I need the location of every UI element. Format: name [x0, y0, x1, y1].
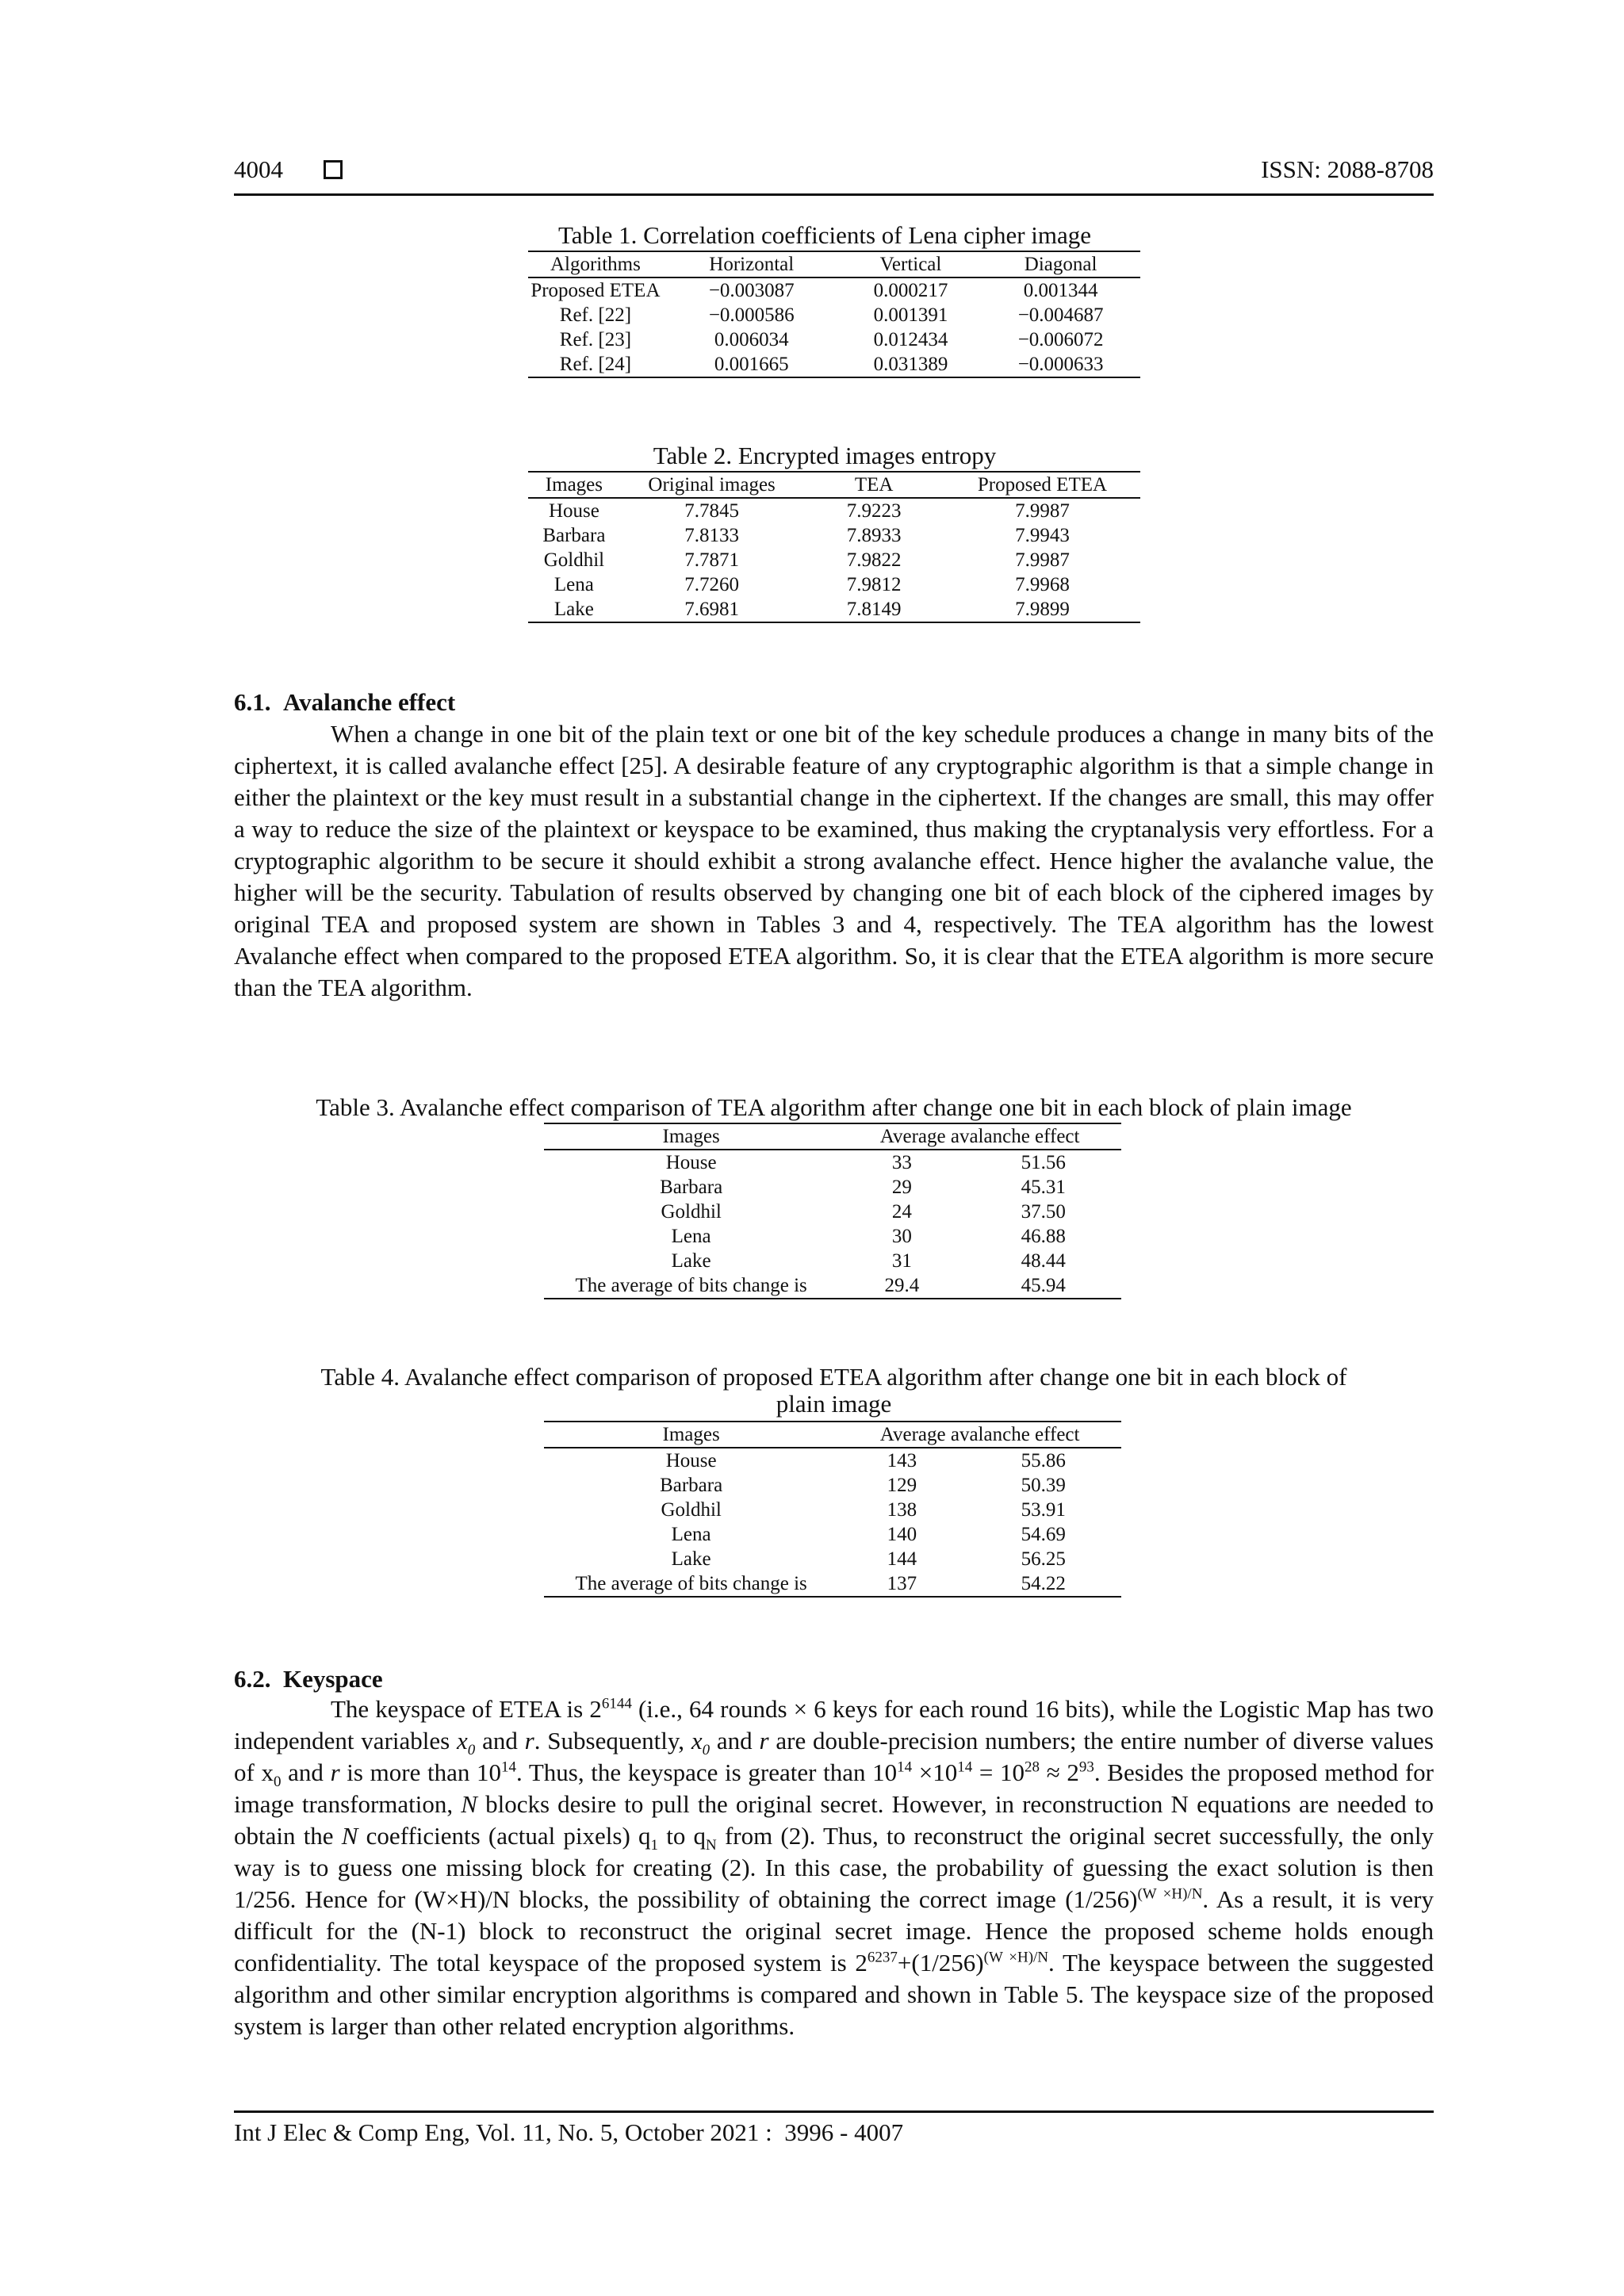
footer-citation: Int J Elec & Comp Eng, Vol. 11, No. 5, October 2021 : 3996 - 4007 — [234, 2118, 904, 2146]
math-r: r — [524, 1727, 534, 1755]
table-cell: 7.6981 — [684, 599, 739, 620]
table-cell: 0.001344 — [1023, 280, 1098, 301]
table-cell: 33 — [891, 1152, 912, 1173]
table-cell: 7.8133 — [684, 525, 739, 546]
text-run: are double-precision numbers; the entire number of diverse values of x — [234, 1727, 1434, 1786]
table-cell: 45.94 — [1021, 1275, 1066, 1296]
text-run: ×10 — [912, 1758, 958, 1786]
table-row — [528, 498, 1140, 523]
table2 — [528, 471, 1140, 623]
subscript: N — [706, 1837, 717, 1854]
table-cell: 48.44 — [1021, 1250, 1066, 1272]
table-cell: 7.9899 — [1015, 599, 1070, 620]
table-cell: 24 — [891, 1201, 912, 1223]
table-row — [528, 277, 1140, 303]
table1 — [528, 251, 1140, 378]
math-r: r — [759, 1727, 769, 1755]
subscript: 0 — [273, 1774, 282, 1791]
table-cell: 7.7871 — [684, 549, 739, 571]
table-row — [544, 1150, 1121, 1175]
table-row — [528, 352, 1140, 377]
table4-caption-line2: plain image — [776, 1390, 892, 1418]
superscript: (W ×H)/N — [983, 1949, 1049, 1966]
table-cell: 140 — [887, 1524, 917, 1545]
table-cell: −0.006072 — [1017, 329, 1104, 350]
table1-caption: Table 1. Correlation coefficients of Lena cipher image — [557, 221, 1092, 249]
table-row — [544, 1498, 1121, 1522]
table2-caption: Table 2. Encrypted images entropy — [653, 442, 997, 469]
text-run: is more than 10 — [339, 1758, 502, 1786]
checkbox-symbol-icon — [324, 160, 343, 179]
superscript: 14 — [957, 1758, 973, 1776]
text-run: +(1/256) — [897, 1949, 984, 1976]
table-cell: 55.86 — [1021, 1450, 1066, 1471]
table1-header: Algorithms — [528, 251, 663, 277]
page-number: 4004 — [234, 155, 283, 183]
table4-header: Average avalanche effect — [838, 1422, 1121, 1448]
text-run: ≈ 2 — [1040, 1758, 1079, 1786]
table-cell: 0.006034 — [714, 329, 789, 350]
table1-header: Diagonal — [981, 251, 1140, 277]
table3-header: Average avalanche effect — [838, 1123, 1121, 1150]
table-cell: Barbara — [542, 525, 606, 546]
text-run: . As a result, it is very difficult for the (N-1) block to reconstruct the original secret image. Hence the proposed scheme holds enough confidentiality. The total keyspace of the proposed system is 2 — [234, 1885, 1434, 1976]
table-cell: Proposed ETEA — [530, 280, 661, 301]
table-cell: −0.000586 — [708, 304, 795, 326]
table-cell: 7.9987 — [1015, 500, 1070, 522]
table2-header: Original images — [620, 472, 804, 498]
table3-header: Images — [544, 1123, 838, 1150]
table-cell: 7.9812 — [846, 574, 902, 595]
math-x: x — [691, 1727, 703, 1755]
table-cell: 54.69 — [1021, 1524, 1066, 1545]
text-run: from (2). Thus, to reconstruct the original secret successfully, the only way is to guess one missing block for creating (2). In this case, the probability of guessing the exact solution is then 1/256. Hence for (W×H)/N blocks, the possibility of obtaining the correct image (1/256) — [234, 1822, 1434, 1913]
table-cell: 0.001391 — [873, 304, 948, 326]
table4-header: Images — [544, 1422, 838, 1448]
superscript: 14 — [501, 1758, 517, 1776]
table2-header: Proposed ETEA — [944, 472, 1140, 498]
table-cell: Lena — [671, 1226, 711, 1247]
table-cell: Ref. [22] — [559, 304, 632, 326]
table3 — [544, 1123, 1121, 1299]
math-N: N — [341, 1822, 358, 1850]
table-cell: 0.031389 — [873, 354, 948, 375]
table-cell: Lena — [671, 1524, 711, 1545]
table-cell: 7.9223 — [846, 500, 902, 522]
table-cell: 144 — [887, 1548, 917, 1570]
table-cell: 7.7845 — [684, 500, 739, 522]
table-cell: 0.012434 — [873, 329, 948, 350]
table-row — [528, 303, 1140, 327]
table-cell: House — [548, 500, 599, 522]
table-cell: 138 — [887, 1499, 917, 1521]
table4 — [544, 1421, 1121, 1598]
table-row — [544, 1224, 1121, 1249]
text-run: . Thus, the keyspace is greater than 10 — [516, 1758, 898, 1786]
superscript: 28 — [1025, 1758, 1040, 1776]
text-run: coefficients (actual pixels) q — [358, 1822, 651, 1850]
table-row — [544, 1522, 1121, 1547]
table-row — [544, 1473, 1121, 1498]
table-row — [528, 548, 1140, 572]
table-row — [544, 1448, 1121, 1473]
table-cell: Goldhil — [661, 1201, 722, 1223]
table-cell: The average of bits change is — [575, 1573, 807, 1594]
table-cell: 7.9943 — [1015, 525, 1070, 546]
table-cell: 7.7260 — [684, 574, 739, 595]
table3-caption: Table 3. Avalanche effect comparison of TEA algorithm after change one bit in each block of plain image — [316, 1093, 1352, 1121]
table-row — [528, 572, 1140, 597]
table-cell: 7.9987 — [1015, 549, 1070, 571]
table-row — [544, 1571, 1121, 1597]
table-cell: 7.8149 — [846, 599, 902, 620]
math-N: N — [461, 1790, 477, 1818]
superscript: (W ×H)/N — [1137, 1885, 1203, 1903]
table-cell: 143 — [887, 1450, 917, 1471]
table-cell: Ref. [23] — [559, 329, 632, 350]
table-cell: 56.25 — [1021, 1548, 1066, 1570]
section-heading-avalanche: 6.1. Avalanche effect — [234, 688, 456, 716]
table-cell: Lake — [671, 1250, 711, 1272]
table-cell: 7.8933 — [846, 525, 902, 546]
subscript: 1 — [650, 1837, 658, 1854]
table-cell: Barbara — [660, 1475, 723, 1496]
text-run: (i.e., 64 rounds × 6 keys for each round 16 bits), while the Logistic Map has two independent variables — [234, 1695, 1434, 1755]
table-cell: Lena — [553, 574, 594, 595]
table-cell: −0.004687 — [1017, 304, 1104, 326]
table-cell: 54.22 — [1021, 1573, 1066, 1594]
table-cell: 46.88 — [1021, 1226, 1066, 1247]
text-run: and — [475, 1727, 525, 1755]
table-row — [528, 597, 1140, 622]
text-run: . The keyspace between the suggested algorithm and other similar encryption algorithms is compared and shown in Table 5. The keyspace size of the proposed system is larger than other related encryption algorithms. — [234, 1949, 1434, 2040]
paragraph-avalanche: When a change in one bit of the plain text or one bit of the key schedule produces a change in many bits of the ciphertext, it is called avalanche effect [25]. A desirable feature of any cryptographic algorithm is that a simple change in either the plaintext or the key must result in a substantial change in the ciphertext. If the changes are small, this may offer a way to reduce the size of the plaintext or keyspace to be examined, thus making the cryptanalysis very effortless. For a cryptographic algorithm to be secure it should exhibit a strong avalanche effect. Hence higher the avalanche value, the higher will be the security. Tabulation of results observed by changing one bit of each block of the ciphered images by original TEA and proposed system are shown in Tables 3 and 4, respectively. The TEA algorithm has the lowest Avalanche effect when compared to the proposed ETEA algorithm. So, it is clear that the ETEA algorithm is more secure than the TEA algorithm. — [234, 720, 1434, 1001]
text-run: = 10 — [972, 1758, 1025, 1786]
table-row — [544, 1249, 1121, 1273]
table1-header: Vertical — [841, 251, 982, 277]
superscript: 6237 — [867, 1949, 898, 1966]
table-cell: 0.000217 — [873, 280, 948, 301]
table-cell: The average of bits change is — [575, 1275, 807, 1296]
text-run: blocks desire to pull the original secret. However, in reconstruction N equations are needed to obtain the — [234, 1790, 1434, 1850]
table-cell: 129 — [887, 1475, 917, 1496]
table-cell: Barbara — [660, 1177, 723, 1198]
subscript: 0 — [702, 1742, 710, 1759]
table2-header: Images — [528, 472, 620, 498]
table-cell: House — [665, 1450, 717, 1471]
table-cell: House — [665, 1152, 717, 1173]
table2-header: TEA — [803, 472, 944, 498]
superscript: 6144 — [601, 1695, 632, 1712]
header-rule — [234, 193, 1434, 196]
table-row — [544, 1200, 1121, 1224]
table-cell: 30 — [891, 1226, 912, 1247]
table-cell: 29.4 — [884, 1275, 920, 1296]
table-cell: −0.000633 — [1017, 354, 1104, 375]
math-r: r — [330, 1758, 340, 1786]
math-x: x — [457, 1727, 468, 1755]
subscript: 0 — [467, 1742, 476, 1759]
text-run: . Subsequently, — [534, 1727, 691, 1755]
table-cell: 51.56 — [1021, 1152, 1066, 1173]
table-cell: Lake — [553, 599, 594, 620]
table-cell: Lake — [671, 1548, 711, 1570]
table-cell: −0.003087 — [708, 280, 795, 301]
table-cell: 7.9968 — [1015, 574, 1070, 595]
table-row — [544, 1273, 1121, 1299]
table-row — [544, 1175, 1121, 1200]
superscript: 93 — [1078, 1758, 1094, 1776]
paragraph-keyspace — [234, 1693, 1434, 2042]
section-heading-keyspace: 6.2. Keyspace — [234, 1665, 383, 1693]
table-row — [544, 1547, 1121, 1571]
table1-header: Horizontal — [663, 251, 841, 277]
table-cell: Goldhil — [661, 1499, 722, 1521]
text-run: The keyspace of ETEA is 2 — [331, 1695, 602, 1723]
table-cell: 29 — [891, 1177, 912, 1198]
issn: ISSN: 2088-8708 — [1261, 155, 1434, 183]
text-run: . Besides the proposed method for image transformation, — [234, 1758, 1434, 1818]
table-cell: 137 — [887, 1573, 917, 1594]
table-cell: 50.39 — [1021, 1475, 1066, 1496]
table-cell: 7.9822 — [846, 549, 902, 571]
table-cell: Ref. [24] — [559, 354, 632, 375]
table-row — [528, 327, 1140, 352]
table-cell: 53.91 — [1021, 1499, 1066, 1521]
table4-caption-line1: Table 4. Avalanche effect comparison of proposed ETEA algorithm after change one bit in each block of — [320, 1363, 1347, 1391]
superscript: 14 — [897, 1758, 913, 1776]
text-run: and — [710, 1727, 760, 1755]
table-cell: 45.31 — [1021, 1177, 1066, 1198]
table-cell: 0.001665 — [714, 354, 789, 375]
text-run: to q — [658, 1822, 707, 1850]
text-run: and — [281, 1758, 331, 1786]
table-cell: 37.50 — [1021, 1201, 1066, 1223]
footer-rule — [234, 2110, 1434, 2113]
table-row — [528, 523, 1140, 548]
table-cell: Goldhil — [543, 549, 605, 571]
table-cell: 31 — [891, 1250, 912, 1272]
